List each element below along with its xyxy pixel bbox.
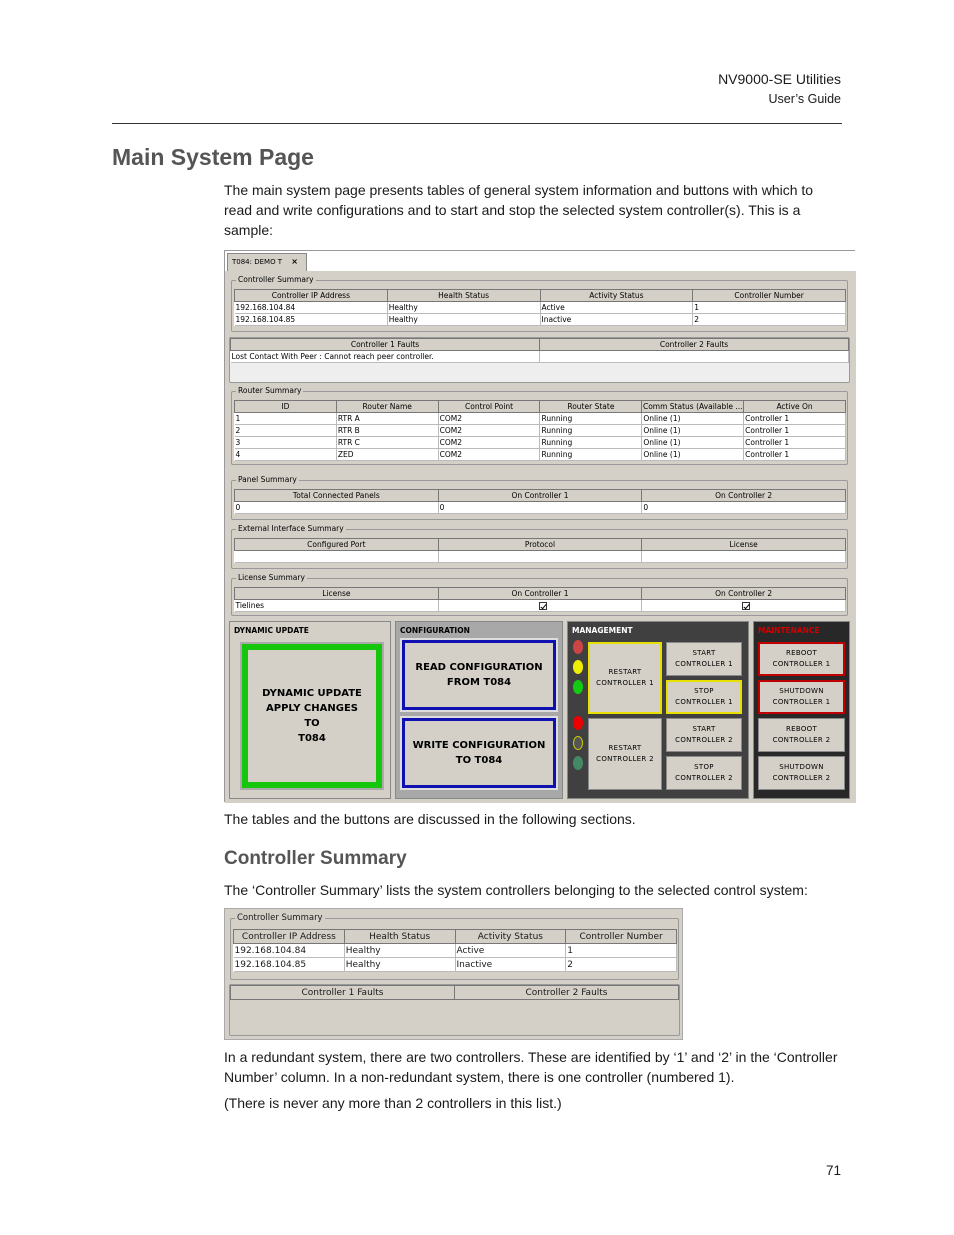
write-configuration-button[interactable] <box>402 718 556 788</box>
subsection-title: Controller Summary <box>224 848 407 869</box>
checkbox-controller-1[interactable] <box>539 602 547 610</box>
table-cell: 1 <box>235 413 337 425</box>
status-led-yellow-1 <box>573 660 583 674</box>
table-cell: Running <box>540 425 642 437</box>
controller-summary-legend: Controller Summary <box>238 275 314 284</box>
license-column-header[interactable]: On Controller 1 <box>438 588 642 600</box>
start2-label-line: CONTROLLER 2 <box>675 736 733 744</box>
restart2-label <box>596 743 654 765</box>
table-cell: RTR C <box>336 437 438 449</box>
table-cell: Active <box>540 302 693 314</box>
status-led-red-2 <box>573 716 583 730</box>
table-cell: Inactive <box>455 958 566 972</box>
table-cell: Running <box>540 437 642 449</box>
controller-summary-2-header-row <box>234 930 677 944</box>
controller-summary-2-column-header[interactable]: Controller IP Address <box>234 930 345 944</box>
faults-column-header[interactable]: Controller 2 Faults <box>540 339 849 351</box>
license-name-cell: Tielines <box>235 600 439 612</box>
redundant-paragraph: In a redundant system, there are two controllers. These are identified by ‘1’ and ‘2’ in the ‘Controller Number’ column. In a non-redundant system, there is one controller (numbered 1). <box>224 1049 838 1085</box>
table-cell: Active <box>455 944 566 958</box>
table-cell: COM2 <box>438 425 540 437</box>
dynamic-update-panel <box>229 621 391 799</box>
management-panel <box>567 621 749 799</box>
table-cell: Controller 1 <box>744 425 846 437</box>
panel-column-header[interactable]: Total Connected Panels <box>235 490 439 502</box>
section-title: Main System Page <box>112 144 314 170</box>
external-interface-legend: External Interface Summary <box>238 524 344 533</box>
reboot-controller-2-button[interactable] <box>758 718 845 752</box>
subsection-intro: The ‘Controller Summary’ lists the system controllers belonging to the selected control system: <box>224 882 808 898</box>
shutdown2-label <box>773 762 831 784</box>
table-cell: Inactive <box>540 314 693 326</box>
dynamic-update-label-line: T084 <box>298 733 326 744</box>
table-row[interactable] <box>235 449 846 461</box>
table-cell: 1 <box>566 944 677 958</box>
start1-label-line: CONTROLLER 1 <box>675 660 733 668</box>
table-cell: Lost Contact With Peer : Cannot reach peer controller. <box>231 351 540 363</box>
stop1-label <box>675 686 733 708</box>
license-checkbox-cell <box>642 600 846 612</box>
status-led-green-2 <box>573 756 583 770</box>
tab-strip <box>225 251 856 271</box>
status-led-red-1 <box>573 640 583 654</box>
controller-summary-table <box>234 289 846 326</box>
read-configuration-label-line: READ CONFIGURATION <box>415 662 543 673</box>
external-interface-header-row <box>235 539 846 551</box>
status-led-green-1 <box>573 680 583 694</box>
router-column-header[interactable]: Comm Status (Available ... <box>642 402 743 411</box>
faults-2-column-header[interactable]: Controller 2 Faults <box>455 986 679 1000</box>
external-interface-column-header[interactable]: Protocol <box>438 539 642 551</box>
restart2-label-line: RESTART <box>608 744 642 752</box>
table-cell: ZED <box>336 449 438 461</box>
table-row[interactable] <box>231 351 849 363</box>
faults-column-header[interactable]: Controller 1 Faults <box>231 339 540 351</box>
table-row[interactable] <box>235 425 846 437</box>
table-cell: Online (1) <box>642 449 744 461</box>
never-paragraph: (There is never any more than 2 controllers in this list.) <box>224 1095 562 1111</box>
shutdown2-label-line: SHUTDOWN <box>779 763 824 771</box>
dynamic-update-label-line: DYNAMIC UPDATE <box>262 688 362 699</box>
header-rule <box>112 123 842 124</box>
router-summary-table <box>234 400 846 461</box>
restart1-label-line: RESTART <box>608 668 642 676</box>
controller-summary-2-column-header[interactable]: Controller Number <box>566 930 677 944</box>
table-cell: 192.168.104.85 <box>235 314 388 326</box>
header-doc: User’s Guide <box>768 92 841 106</box>
table-cell: Online (1) <box>642 437 744 449</box>
controller-summary-legend-2: Controller Summary <box>237 913 323 923</box>
tab-system[interactable] <box>227 253 307 272</box>
router-summary-group <box>231 386 848 465</box>
table-row[interactable] <box>235 600 846 612</box>
table-row[interactable] <box>235 502 846 514</box>
table-row[interactable] <box>235 551 846 563</box>
controller-summary-screenshot <box>224 908 683 1040</box>
checkbox-controller-2[interactable] <box>742 602 750 610</box>
table-cell: 192.168.104.84 <box>235 302 388 314</box>
table-row[interactable] <box>235 413 846 425</box>
external-interface-column-header[interactable]: License <box>642 539 846 551</box>
controller-summary-group <box>231 275 848 332</box>
reboot2-label-line: CONTROLLER 2 <box>772 736 831 744</box>
header-product: NV9000-SE Utilities <box>718 71 841 87</box>
table-cell: 192.168.104.84 <box>234 944 345 958</box>
restart2-label-line: CONTROLLER 2 <box>596 755 654 763</box>
controller-summary-table-2 <box>233 929 677 972</box>
table-cell: Controller 1 <box>744 449 846 461</box>
controller-summary-group-2 <box>230 913 679 980</box>
stop2-label-line: STOP <box>694 763 714 771</box>
panel-summary-table <box>234 489 846 514</box>
start1-label <box>675 648 733 670</box>
controller-summary-column-header[interactable]: Activity Status <box>540 290 693 302</box>
reboot1-label <box>773 648 831 670</box>
table-cell: Online (1) <box>642 413 744 425</box>
panel-column-header[interactable]: On Controller 2 <box>642 490 846 502</box>
intro-paragraph: The main system page presents tables of general system information and buttons with which to read and write configurations and to start and stop the selected system controller(s). This is a sample: <box>224 182 814 238</box>
license-summary-group <box>231 573 848 616</box>
table-cell: 2 <box>566 958 677 972</box>
close-icon[interactable]: × <box>291 257 298 266</box>
license-summary-legend: License Summary <box>238 573 305 582</box>
main-system-screenshot <box>224 250 855 802</box>
table-cell: Controller 1 <box>744 437 846 449</box>
router-column-header[interactable]: Control Point <box>438 401 540 413</box>
external-interface-group <box>231 524 848 569</box>
panel-header-row <box>235 490 846 502</box>
router-header-row <box>235 401 846 413</box>
management-title: MANAGEMENT <box>572 626 633 635</box>
dynamic-update-title: DYNAMIC UPDATE <box>234 626 309 635</box>
license-column-header[interactable]: On Controller 2 <box>642 588 846 600</box>
table-cell: 2 <box>235 425 337 437</box>
reboot1-label-line: CONTROLLER 1 <box>772 660 831 668</box>
table-cell: 0 <box>235 502 439 514</box>
restart-controller-1-button[interactable] <box>588 642 662 714</box>
stop1-label-line: STOP <box>694 687 714 695</box>
shutdown1-label <box>773 686 831 708</box>
table-cell: Healthy <box>387 302 540 314</box>
read-configuration-label-line: FROM T084 <box>446 677 512 688</box>
faults-2-header-row <box>231 986 679 1000</box>
start2-label <box>675 724 733 746</box>
faults-table-2 <box>230 985 679 1000</box>
faults-table <box>230 338 849 363</box>
faults-group <box>229 337 850 383</box>
license-column-header[interactable]: License <box>235 588 439 600</box>
router-summary-legend: Router Summary <box>238 386 302 395</box>
license-summary-table <box>234 587 846 612</box>
write-configuration-label-line: WRITE CONFIGURATION <box>412 740 546 751</box>
panel-summary-group <box>231 475 848 520</box>
restart-controller-2-button[interactable] <box>588 718 662 790</box>
table-cell: Healthy <box>344 958 455 972</box>
stop1-label-line: CONTROLLER 1 <box>675 698 733 706</box>
shutdown2-label-line: CONTROLLER 2 <box>772 774 831 782</box>
table-cell: 1 <box>693 302 846 314</box>
license-header-row <box>235 588 846 600</box>
dynamic-update-label-line: APPLY CHANGES <box>266 703 358 714</box>
faults-header-row <box>231 339 849 351</box>
table-row[interactable] <box>235 437 846 449</box>
start-controller-2-button[interactable] <box>666 718 742 752</box>
dynamic-update-label-line: TO <box>304 718 320 729</box>
controller-summary-column-header[interactable]: Health Status <box>387 290 540 302</box>
license-checkbox-cell <box>438 600 642 612</box>
reboot2-label-line: REBOOT <box>785 725 818 733</box>
maintenance-title: MAINTENANCE <box>758 626 820 635</box>
table-cell: 0 <box>438 502 642 514</box>
start-controller-1-button[interactable] <box>666 642 742 676</box>
stop-controller-2-button[interactable] <box>666 756 742 790</box>
read-configuration-button[interactable] <box>402 640 556 710</box>
after-screenshot-paragraph: The tables and the buttons are discussed in the following sections. <box>224 811 636 827</box>
restart1-label-line: CONTROLLER 1 <box>596 679 654 687</box>
shutdown1-label-line: CONTROLLER 1 <box>772 698 831 706</box>
router-column-header[interactable]: Router Name <box>336 401 438 413</box>
table-cell: Online (1) <box>642 425 744 437</box>
external-interface-table <box>234 538 846 563</box>
panel-summary-legend: Panel Summary <box>238 475 297 484</box>
table-cell: COM2 <box>438 449 540 461</box>
controller-summary-2-column-header[interactable]: Activity Status <box>455 930 566 944</box>
table-row[interactable] <box>234 944 677 958</box>
controller-summary-header-row <box>235 290 846 302</box>
controller-summary-column-header[interactable]: Controller IP Address <box>235 290 388 302</box>
stop2-label <box>675 762 733 784</box>
table-cell: Controller 1 <box>744 413 846 425</box>
router-column-header[interactable]: Active On <box>744 401 846 413</box>
maintenance-panel <box>753 621 850 799</box>
router-column-header[interactable]: Router State <box>540 401 642 413</box>
table-cell: 0 <box>642 502 846 514</box>
controller-summary-column-header[interactable]: Controller Number <box>693 290 846 302</box>
faults-group-2 <box>229 984 680 1036</box>
table-cell: Healthy <box>344 944 455 958</box>
start2-label-line: START <box>692 725 716 733</box>
faults-2-column-header[interactable]: Controller 1 Faults <box>231 986 455 1000</box>
status-led-yellow-2 <box>573 736 583 750</box>
table-cell: 4 <box>235 449 337 461</box>
reboot2-label <box>773 724 831 746</box>
stop-controller-1-button[interactable] <box>666 680 742 714</box>
write-configuration-label-line: TO T084 <box>455 755 503 766</box>
controller-summary-2-column-header[interactable]: Health Status <box>344 930 455 944</box>
page-number: 71 <box>825 1163 841 1178</box>
external-interface-column-header[interactable]: Configured Port <box>235 539 439 551</box>
shutdown1-label-line: SHUTDOWN <box>779 687 824 695</box>
reboot-controller-1-button[interactable] <box>758 642 845 676</box>
stop2-label-line: CONTROLLER 2 <box>675 774 733 782</box>
table-cell: 192.168.104.85 <box>234 958 345 972</box>
table-row[interactable] <box>235 314 846 326</box>
tab-label: T084: DEMO T <box>232 258 283 266</box>
table-cell: Running <box>540 449 642 461</box>
shutdown-controller-2-button[interactable] <box>758 756 845 790</box>
table-cell: 3 <box>235 437 337 449</box>
table-cell <box>642 551 846 563</box>
configuration-title: CONFIGURATION <box>400 626 470 635</box>
table-row[interactable] <box>235 302 846 314</box>
table-cell <box>235 551 439 563</box>
restart1-label <box>596 667 654 689</box>
router-column-header[interactable]: ID <box>235 401 337 413</box>
table-cell: COM2 <box>438 437 540 449</box>
start1-label-line: START <box>692 649 716 657</box>
configuration-panel <box>395 621 563 799</box>
panel-column-header[interactable]: On Controller 1 <box>438 490 642 502</box>
table-cell <box>438 551 642 563</box>
table-cell: RTR B <box>336 425 438 437</box>
table-cell: RTR A <box>336 413 438 425</box>
shutdown-controller-1-button[interactable] <box>758 680 845 714</box>
table-cell: COM2 <box>438 413 540 425</box>
table-cell: 2 <box>693 314 846 326</box>
table-cell <box>540 351 849 363</box>
table-cell: Healthy <box>387 314 540 326</box>
reboot1-label-line: REBOOT <box>785 649 818 657</box>
table-row[interactable] <box>234 958 677 972</box>
table-cell: Running <box>540 413 642 425</box>
dynamic-update-apply-button[interactable] <box>242 644 382 788</box>
